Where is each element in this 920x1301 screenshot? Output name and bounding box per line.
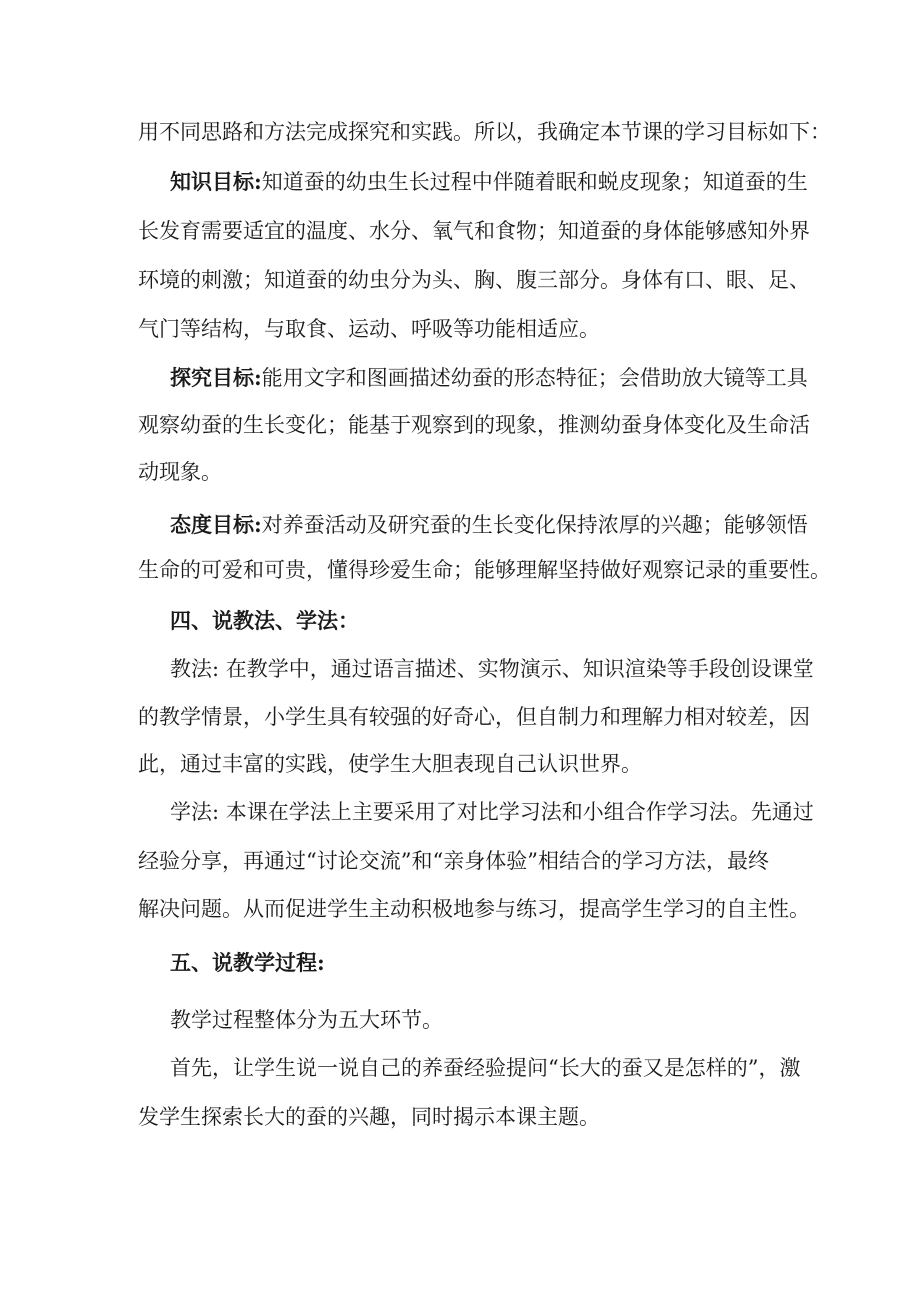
inquiry-goal-label: 探究目标:	[170, 365, 262, 390]
knowledge-goal-text-1: 知道蚕的幼虫生长过程中伴随着眠和蜕皮现象；知道蚕的生	[261, 170, 808, 194]
teaching-method-line-3: 此，通过丰富的实践，使学生大胆表现自己认识世界。	[138, 752, 642, 776]
knowledge-goal-line-3: 环境的刺激；知道蚕的幼虫分为头、胸、腹三部分。身体有口、眼、足、	[138, 268, 810, 292]
knowledge-goal-line-4: 气门等结构，与取食、运动、呼吸等功能相适应。	[138, 317, 600, 341]
section-4-heading: 四、说教法、学法：	[170, 608, 359, 633]
attitude-goal-label: 态度目标:	[170, 512, 262, 537]
attitude-goal-text-1: 对养蚕活动及研究蚕的生长变化保持浓厚的兴趣；能够领悟	[261, 513, 808, 537]
first-step-line-2: 发学生探索长大的蚕的兴趣，同时揭示本课主题。	[138, 1105, 600, 1129]
attitude-goal-line-1	[170, 511, 808, 539]
attitude-goal-line-2: 生命的可爱和可贵，懂得珍爱生命；能够理解坚持做好观察记录的重要性。	[138, 558, 831, 582]
inquiry-goal-line-3: 动现象。	[138, 460, 222, 484]
section-5-heading: 五、说教学过程:	[170, 950, 325, 975]
learning-method-line-2: 经验分享，再通过“讨论交流”和“亲身体验”相结合的学习方法，最终	[138, 849, 769, 873]
inquiry-goal-text-1: 能用文字和图画描述幼蚕的形态特征；会借助放大镜等工具	[261, 366, 808, 390]
intro-tail-text: 用不同思路和方法完成探究和实践。所以，我确定本节课的学习目标如下：	[138, 120, 831, 144]
inquiry-goal-line-2: 观察幼蚕的生长变化；能基于观察到的现象，推测幼蚕身体变化及生命活	[138, 413, 810, 437]
teaching-method-line-2: 的教学情景，小学生具有较强的好奇心，但自制力和理解力相对较差，因	[138, 705, 810, 729]
learning-method-line-3: 解决问题。从而促进学生主动积极地参与练习，提高学生学习的自主性。	[138, 897, 810, 921]
learning-method-line-1: 学法: 本课在学法上主要采用了对比学习法和小组合作学习法。先通过	[170, 800, 814, 824]
knowledge-goal-line-1	[170, 168, 808, 196]
knowledge-goal-label: 知识目标:	[170, 169, 262, 194]
knowledge-goal-line-2: 长发育需要适宜的温度、水分、氧气和食物；知道蚕的身体能够感知外界	[138, 219, 810, 243]
first-step-line-1: 首先，让学生说一说自己的养蚕经验提问“长大的蚕又是怎样的”，激	[170, 1056, 801, 1080]
teaching-method-line-1: 教法: 在教学中，通过语言描述、实物演示、知识渲染等手段创设课堂	[170, 657, 814, 681]
inquiry-goal-line-1	[170, 364, 808, 392]
process-overview-text: 教学过程整体分为五大环节。	[170, 1008, 443, 1032]
